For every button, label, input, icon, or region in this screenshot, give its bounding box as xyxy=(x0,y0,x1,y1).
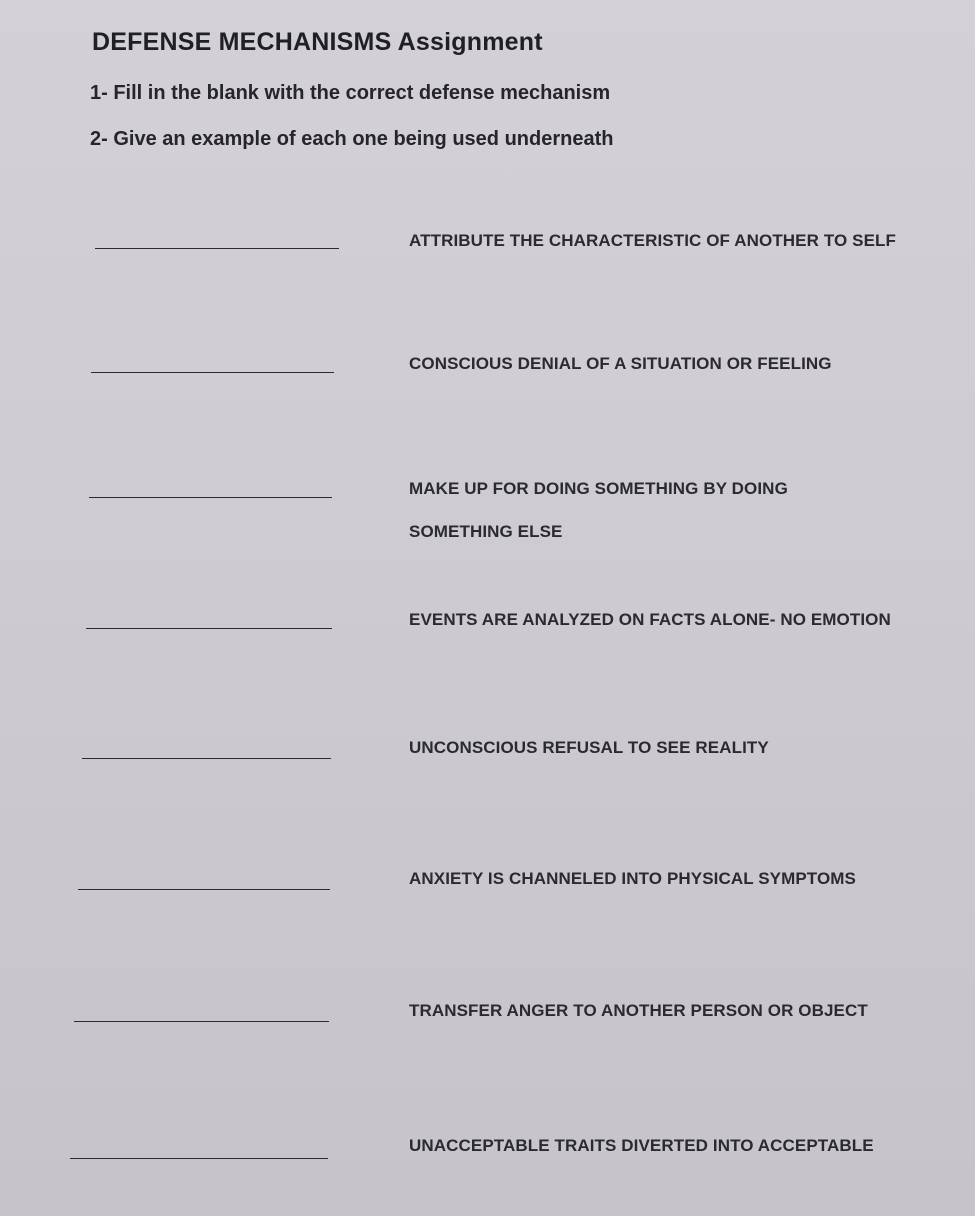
answer-blank-7[interactable] xyxy=(74,1021,329,1022)
definition-3: MAKE UP FOR DOING SOMETHING BY DOING xyxy=(409,479,788,498)
instruction-2: 2- Give an example of each one being used underneath xyxy=(90,128,614,150)
definition-5: UNCONSCIOUS REFUSAL TO SEE REALITY xyxy=(409,738,769,757)
answer-blank-3[interactable] xyxy=(89,497,332,498)
definition-4: EVENTS ARE ANALYZED ON FACTS ALONE- NO EMOTION xyxy=(409,610,891,629)
answer-blank-4[interactable] xyxy=(86,628,332,629)
instruction-1: 1- Fill in the blank with the correct defense mechanism xyxy=(90,82,611,104)
definition-6: ANXIETY IS CHANNELED INTO PHYSICAL SYMPTOMS xyxy=(409,869,856,888)
definition-8: UNACCEPTABLE TRAITS DIVERTED INTO ACCEPTABLE xyxy=(409,1136,874,1155)
answer-blank-2[interactable] xyxy=(91,372,334,373)
definition-7: TRANSFER ANGER TO ANOTHER PERSON OR OBJECT xyxy=(409,1001,868,1020)
answer-blank-8[interactable] xyxy=(70,1158,328,1159)
definition-2: CONSCIOUS DENIAL OF A SITUATION OR FEELING xyxy=(409,354,832,373)
definition-1: ATTRIBUTE THE CHARACTERISTIC OF ANOTHER TO SELF xyxy=(409,231,896,250)
answer-blank-5[interactable] xyxy=(82,758,331,759)
page-title: DEFENSE MECHANISMS Assignment xyxy=(92,28,543,56)
definition-3-continued: SOMETHING ELSE xyxy=(409,522,563,541)
answer-blank-6[interactable] xyxy=(78,889,330,890)
answer-blank-1[interactable] xyxy=(95,248,339,249)
